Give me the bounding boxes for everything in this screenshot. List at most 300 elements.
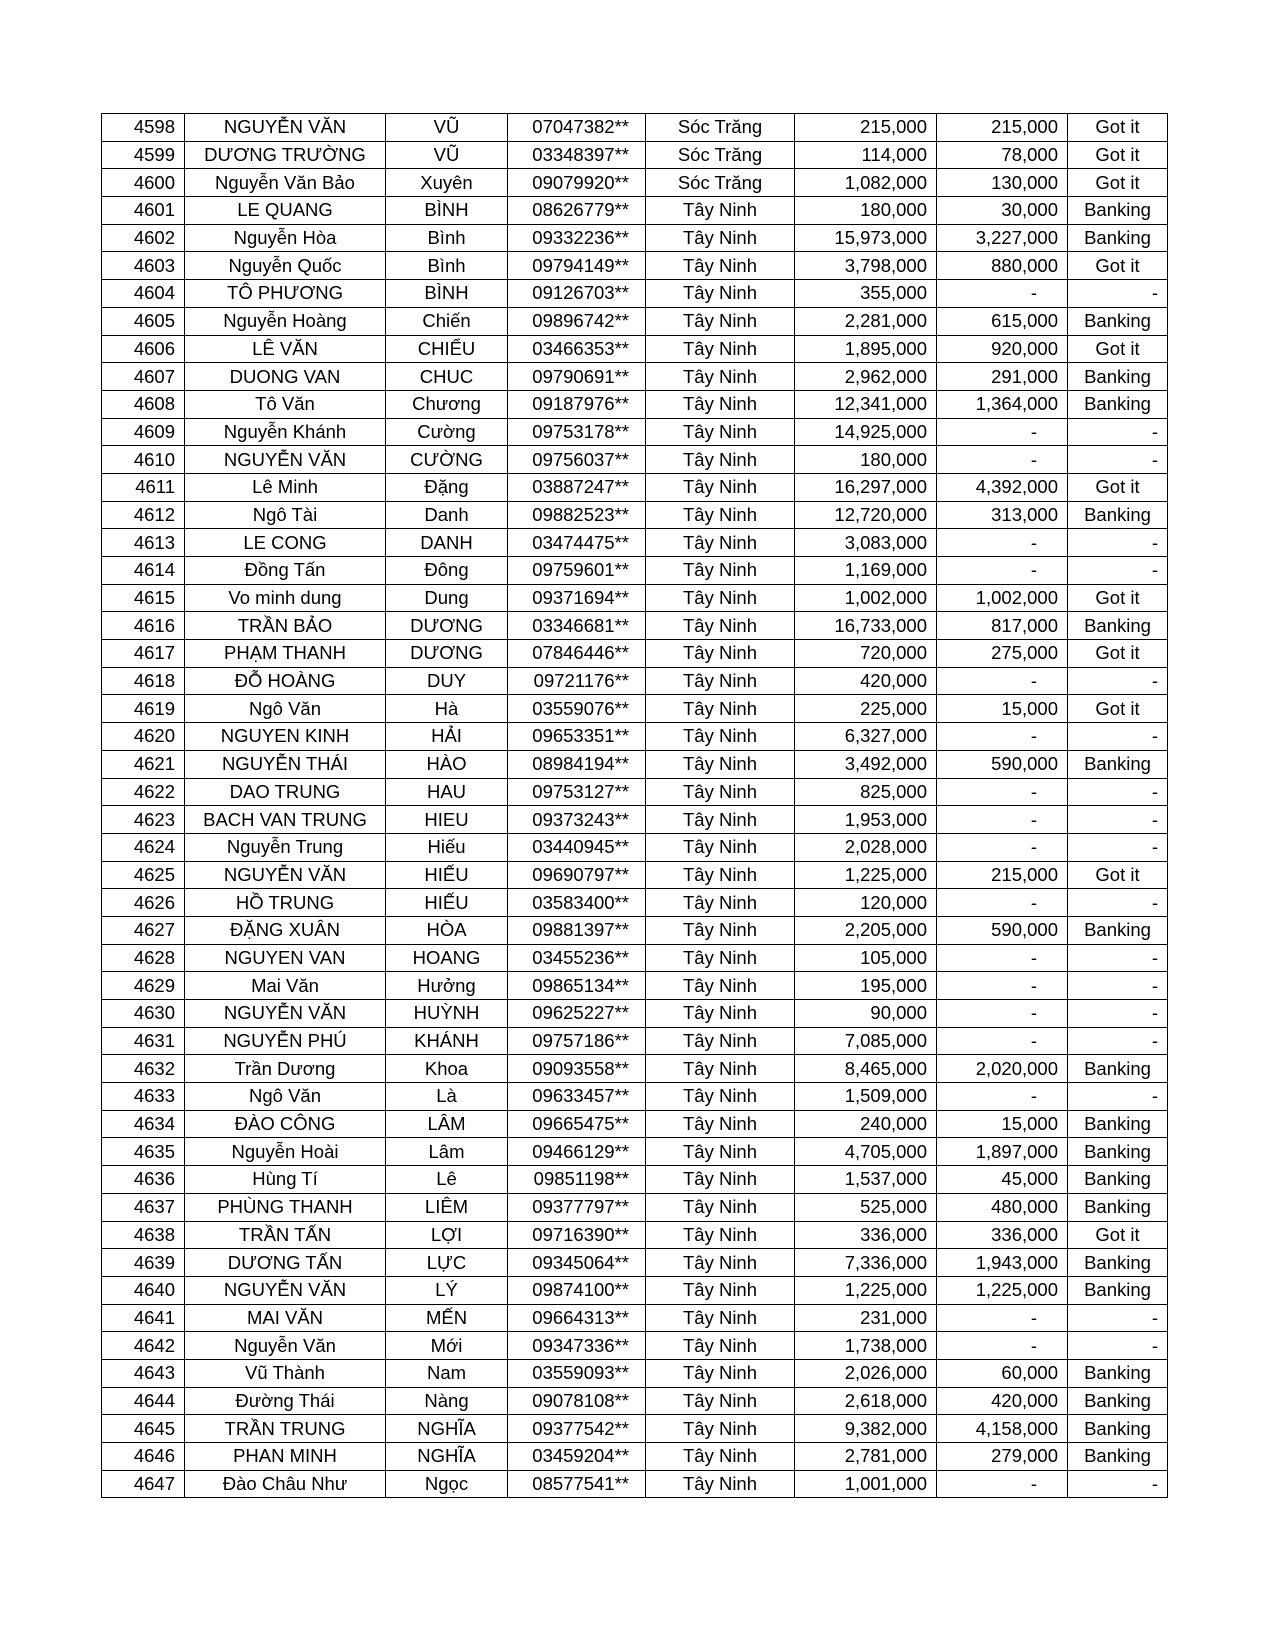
phone-cell: 09332236** (508, 224, 646, 252)
phone-cell: 09345064** (508, 1249, 646, 1277)
method-cell: Banking (1068, 1110, 1168, 1138)
first-name-cell: Là (386, 1083, 508, 1111)
province-cell: Tây Ninh (646, 1359, 795, 1387)
phone-cell: 08626779** (508, 197, 646, 225)
last-name-cell: BACH VAN TRUNG (185, 806, 386, 834)
amount-cell: 12,720,000 (795, 501, 937, 529)
method-cell: - (1068, 972, 1168, 1000)
amount-cell: 120,000 (795, 889, 937, 917)
method-cell: Got it (1068, 473, 1168, 501)
row-number-cell: 4602 (102, 224, 185, 252)
paid-cell: - (937, 833, 1068, 861)
first-name-cell: LÝ (386, 1276, 508, 1304)
province-cell: Tây Ninh (646, 1249, 795, 1277)
amount-cell: 180,000 (795, 446, 937, 474)
amount-cell: 1,225,000 (795, 861, 937, 889)
first-name-cell: Nàng (386, 1387, 508, 1415)
last-name-cell: TRẦN TẤN (185, 1221, 386, 1249)
last-name-cell: NGUYỄN VĂN (185, 861, 386, 889)
last-name-cell: Trần Dương (185, 1055, 386, 1083)
row-number-cell: 4631 (102, 1027, 185, 1055)
amount-cell: 525,000 (795, 1193, 937, 1221)
method-cell: - (1068, 667, 1168, 695)
province-cell: Tây Ninh (646, 833, 795, 861)
row-number-cell: 4640 (102, 1276, 185, 1304)
amount-cell: 195,000 (795, 972, 937, 1000)
table-row (102, 1110, 1168, 1138)
row-number-cell: 4606 (102, 335, 185, 363)
amount-cell: 90,000 (795, 1000, 937, 1028)
phone-cell: 03583400** (508, 889, 646, 917)
row-number-cell: 4638 (102, 1221, 185, 1249)
phone-cell: 09874100** (508, 1276, 646, 1304)
method-cell: Banking (1068, 224, 1168, 252)
row-number-cell: 4603 (102, 252, 185, 280)
phone-cell: 03346681** (508, 612, 646, 640)
paid-cell: 279,000 (937, 1443, 1068, 1471)
paid-cell: 4,392,000 (937, 473, 1068, 501)
row-number-cell: 4601 (102, 197, 185, 225)
row-number-cell: 4632 (102, 1055, 185, 1083)
phone-cell: 03440945** (508, 833, 646, 861)
first-name-cell: LỰC (386, 1249, 508, 1277)
phone-cell: 03459204** (508, 1443, 646, 1471)
phone-cell: 08577541** (508, 1470, 646, 1498)
first-name-cell: Bình (386, 252, 508, 280)
method-cell: - (1068, 944, 1168, 972)
table-row (102, 1304, 1168, 1332)
first-name-cell: Hưởng (386, 972, 508, 1000)
last-name-cell: DUONG VAN (185, 363, 386, 391)
row-number-cell: 4598 (102, 114, 185, 142)
first-name-cell: LIÊM (386, 1193, 508, 1221)
method-cell: Banking (1068, 1276, 1168, 1304)
table-row (102, 1138, 1168, 1166)
method-cell: - (1068, 446, 1168, 474)
table-row (102, 640, 1168, 668)
row-number-cell: 4635 (102, 1138, 185, 1166)
first-name-cell: VŨ (386, 114, 508, 142)
table-row (102, 1027, 1168, 1055)
amount-cell: 1,895,000 (795, 335, 937, 363)
row-number-cell: 4615 (102, 584, 185, 612)
table-row (102, 280, 1168, 308)
province-cell: Tây Ninh (646, 778, 795, 806)
table-row (102, 529, 1168, 557)
method-cell: Got it (1068, 1221, 1168, 1249)
last-name-cell: LÊ VĂN (185, 335, 386, 363)
first-name-cell: Dung (386, 584, 508, 612)
table-row (102, 1415, 1168, 1443)
amount-cell: 16,297,000 (795, 473, 937, 501)
amount-cell: 12,341,000 (795, 390, 937, 418)
paid-cell: 78,000 (937, 141, 1068, 169)
table-row (102, 1083, 1168, 1111)
row-number-cell: 4637 (102, 1193, 185, 1221)
method-cell: Banking (1068, 1193, 1168, 1221)
first-name-cell: Danh (386, 501, 508, 529)
paid-cell: - (937, 723, 1068, 751)
amount-cell: 2,281,000 (795, 307, 937, 335)
last-name-cell: Mai Văn (185, 972, 386, 1000)
table-row (102, 1166, 1168, 1194)
paid-cell: 130,000 (937, 169, 1068, 197)
first-name-cell: BÌNH (386, 197, 508, 225)
last-name-cell: PHAN MINH (185, 1443, 386, 1471)
paid-cell: - (937, 1000, 1068, 1028)
first-name-cell: Chiến (386, 307, 508, 335)
paid-cell: - (937, 1304, 1068, 1332)
table-row (102, 806, 1168, 834)
method-cell: Banking (1068, 1415, 1168, 1443)
province-cell: Tây Ninh (646, 1166, 795, 1194)
phone-cell: 03466353** (508, 335, 646, 363)
method-cell: Banking (1068, 916, 1168, 944)
first-name-cell: VŨ (386, 141, 508, 169)
row-number-cell: 4647 (102, 1470, 185, 1498)
amount-cell: 1,169,000 (795, 557, 937, 585)
row-number-cell: 4643 (102, 1359, 185, 1387)
last-name-cell: HỒ TRUNG (185, 889, 386, 917)
first-name-cell: Đặng (386, 473, 508, 501)
province-cell: Tây Ninh (646, 529, 795, 557)
row-number-cell: 4613 (102, 529, 185, 557)
table-row (102, 1443, 1168, 1471)
last-name-cell: ĐỖ HOÀNG (185, 667, 386, 695)
phone-cell: 09079920** (508, 169, 646, 197)
amount-cell: 355,000 (795, 280, 937, 308)
amount-cell: 1,082,000 (795, 169, 937, 197)
paid-cell: - (937, 806, 1068, 834)
row-number-cell: 4611 (102, 473, 185, 501)
row-number-cell: 4625 (102, 861, 185, 889)
method-cell: Banking (1068, 750, 1168, 778)
row-number-cell: 4600 (102, 169, 185, 197)
paid-cell: 291,000 (937, 363, 1068, 391)
amount-cell: 3,798,000 (795, 252, 937, 280)
phone-cell: 07047382** (508, 114, 646, 142)
province-cell: Tây Ninh (646, 695, 795, 723)
paid-cell: - (937, 889, 1068, 917)
province-cell: Tây Ninh (646, 501, 795, 529)
first-name-cell: Xuyên (386, 169, 508, 197)
method-cell: Banking (1068, 363, 1168, 391)
method-cell: Banking (1068, 197, 1168, 225)
first-name-cell: Khoa (386, 1055, 508, 1083)
method-cell: Banking (1068, 390, 1168, 418)
method-cell: - (1068, 280, 1168, 308)
table-row (102, 1193, 1168, 1221)
paid-cell: 920,000 (937, 335, 1068, 363)
amount-cell: 9,382,000 (795, 1415, 937, 1443)
phone-cell: 09716390** (508, 1221, 646, 1249)
last-name-cell: NGUYỄN VĂN (185, 114, 386, 142)
paid-cell: 880,000 (937, 252, 1068, 280)
phone-cell: 09664313** (508, 1304, 646, 1332)
last-name-cell: TRẦN BẢO (185, 612, 386, 640)
last-name-cell: NGUYỄN VĂN (185, 1276, 386, 1304)
first-name-cell: BÌNH (386, 280, 508, 308)
amount-cell: 8,465,000 (795, 1055, 937, 1083)
data-table (101, 113, 1168, 1498)
paid-cell: - (937, 972, 1068, 1000)
paid-cell: 275,000 (937, 640, 1068, 668)
first-name-cell: Mới (386, 1332, 508, 1360)
table-row (102, 224, 1168, 252)
first-name-cell: KHÁNH (386, 1027, 508, 1055)
table-row (102, 972, 1168, 1000)
paid-cell: 336,000 (937, 1221, 1068, 1249)
method-cell: - (1068, 1332, 1168, 1360)
last-name-cell: DAO TRUNG (185, 778, 386, 806)
last-name-cell: Nguyễn Trung (185, 833, 386, 861)
province-cell: Tây Ninh (646, 335, 795, 363)
phone-cell: 03559076** (508, 695, 646, 723)
first-name-cell: DƯƠNG (386, 612, 508, 640)
method-cell: - (1068, 1027, 1168, 1055)
row-number-cell: 4645 (102, 1415, 185, 1443)
amount-cell: 1,002,000 (795, 584, 937, 612)
last-name-cell: NGUYEN VAN (185, 944, 386, 972)
paid-cell: - (937, 944, 1068, 972)
method-cell: - (1068, 1304, 1168, 1332)
province-cell: Tây Ninh (646, 1055, 795, 1083)
table-row (102, 307, 1168, 335)
last-name-cell: ĐẶNG XUÂN (185, 916, 386, 944)
first-name-cell: LÂM (386, 1110, 508, 1138)
method-cell: Got it (1068, 584, 1168, 612)
phone-cell: 09665475** (508, 1110, 646, 1138)
method-cell: - (1068, 1000, 1168, 1028)
first-name-cell: MẾN (386, 1304, 508, 1332)
phone-cell: 09466129** (508, 1138, 646, 1166)
province-cell: Tây Ninh (646, 1110, 795, 1138)
province-cell: Tây Ninh (646, 806, 795, 834)
first-name-cell: LỢI (386, 1221, 508, 1249)
province-cell: Tây Ninh (646, 612, 795, 640)
paid-cell: 15,000 (937, 695, 1068, 723)
paid-cell: - (937, 1332, 1068, 1360)
phone-cell: 09794149** (508, 252, 646, 280)
first-name-cell: CƯỜNG (386, 446, 508, 474)
paid-cell: - (937, 418, 1068, 446)
last-name-cell: Ngô Văn (185, 695, 386, 723)
amount-cell: 105,000 (795, 944, 937, 972)
paid-cell: 313,000 (937, 501, 1068, 529)
amount-cell: 2,781,000 (795, 1443, 937, 1471)
amount-cell: 14,925,000 (795, 418, 937, 446)
phone-cell: 03559093** (508, 1359, 646, 1387)
paid-cell: 1,225,000 (937, 1276, 1068, 1304)
paid-cell: - (937, 529, 1068, 557)
amount-cell: 114,000 (795, 141, 937, 169)
amount-cell: 240,000 (795, 1110, 937, 1138)
paid-cell: - (937, 667, 1068, 695)
method-cell: Got it (1068, 252, 1168, 280)
phone-cell: 09756037** (508, 446, 646, 474)
row-number-cell: 4612 (102, 501, 185, 529)
first-name-cell: Chương (386, 390, 508, 418)
paid-cell: 15,000 (937, 1110, 1068, 1138)
first-name-cell: Đông (386, 557, 508, 585)
method-cell: - (1068, 529, 1168, 557)
province-cell: Tây Ninh (646, 1443, 795, 1471)
row-number-cell: 4616 (102, 612, 185, 640)
method-cell: Banking (1068, 612, 1168, 640)
row-number-cell: 4599 (102, 141, 185, 169)
method-cell: Banking (1068, 1443, 1168, 1471)
first-name-cell: HAU (386, 778, 508, 806)
phone-cell: 03455236** (508, 944, 646, 972)
method-cell: - (1068, 557, 1168, 585)
phone-cell: 09078108** (508, 1387, 646, 1415)
amount-cell: 215,000 (795, 114, 937, 142)
method-cell: Got it (1068, 169, 1168, 197)
last-name-cell: Đào Châu Như (185, 1470, 386, 1498)
paid-cell: - (937, 1470, 1068, 1498)
amount-cell: 6,327,000 (795, 723, 937, 751)
method-cell: - (1068, 418, 1168, 446)
method-cell: Got it (1068, 640, 1168, 668)
table-row (102, 252, 1168, 280)
first-name-cell: HÒA (386, 916, 508, 944)
table-row (102, 390, 1168, 418)
last-name-cell: ĐÀO CÔNG (185, 1110, 386, 1138)
phone-cell: 07846446** (508, 640, 646, 668)
paid-cell: - (937, 1083, 1068, 1111)
province-cell: Tây Ninh (646, 972, 795, 1000)
amount-cell: 1,001,000 (795, 1470, 937, 1498)
last-name-cell: Nguyễn Hoàng (185, 307, 386, 335)
last-name-cell: Vũ Thành (185, 1359, 386, 1387)
last-name-cell: MAI VĂN (185, 1304, 386, 1332)
table-row (102, 141, 1168, 169)
first-name-cell: DANH (386, 529, 508, 557)
first-name-cell: Hà (386, 695, 508, 723)
amount-cell: 1,225,000 (795, 1276, 937, 1304)
row-number-cell: 4633 (102, 1083, 185, 1111)
last-name-cell: PHÙNG THANH (185, 1193, 386, 1221)
paid-cell: - (937, 446, 1068, 474)
row-number-cell: 4623 (102, 806, 185, 834)
province-cell: Tây Ninh (646, 280, 795, 308)
table-row (102, 944, 1168, 972)
province-cell: Tây Ninh (646, 224, 795, 252)
last-name-cell: Nguyễn Hoài (185, 1138, 386, 1166)
phone-cell: 09625227** (508, 1000, 646, 1028)
method-cell: - (1068, 778, 1168, 806)
last-name-cell: LE CONG (185, 529, 386, 557)
amount-cell: 7,336,000 (795, 1249, 937, 1277)
method-cell: Banking (1068, 1138, 1168, 1166)
phone-cell: 09653351** (508, 723, 646, 751)
table-row (102, 1470, 1168, 1498)
table-row (102, 723, 1168, 751)
row-number-cell: 4629 (102, 972, 185, 1000)
last-name-cell: Nguyễn Văn (185, 1332, 386, 1360)
amount-cell: 1,953,000 (795, 806, 937, 834)
first-name-cell: HUỲNH (386, 1000, 508, 1028)
last-name-cell: DƯƠNG TẤN (185, 1249, 386, 1277)
table-row (102, 1221, 1168, 1249)
row-number-cell: 4636 (102, 1166, 185, 1194)
first-name-cell: Ngọc (386, 1470, 508, 1498)
row-number-cell: 4609 (102, 418, 185, 446)
phone-cell: 09690797** (508, 861, 646, 889)
first-name-cell: DƯƠNG (386, 640, 508, 668)
paid-cell: 30,000 (937, 197, 1068, 225)
last-name-cell: Nguyễn Quốc (185, 252, 386, 280)
first-name-cell: Bình (386, 224, 508, 252)
paid-cell: 480,000 (937, 1193, 1068, 1221)
paid-cell: 615,000 (937, 307, 1068, 335)
table-row (102, 889, 1168, 917)
phone-cell: 09851198** (508, 1166, 646, 1194)
table-row (102, 916, 1168, 944)
table-row (102, 501, 1168, 529)
method-cell: Banking (1068, 1387, 1168, 1415)
row-number-cell: 4608 (102, 390, 185, 418)
row-number-cell: 4622 (102, 778, 185, 806)
table-row (102, 446, 1168, 474)
method-cell: Got it (1068, 861, 1168, 889)
phone-cell: 09093558** (508, 1055, 646, 1083)
amount-cell: 420,000 (795, 667, 937, 695)
amount-cell: 1,537,000 (795, 1166, 937, 1194)
method-cell: - (1068, 1470, 1168, 1498)
amount-cell: 16,733,000 (795, 612, 937, 640)
phone-cell: 09371694** (508, 584, 646, 612)
phone-cell: 08984194** (508, 750, 646, 778)
province-cell: Tây Ninh (646, 197, 795, 225)
row-number-cell: 4621 (102, 750, 185, 778)
phone-cell: 09753178** (508, 418, 646, 446)
province-cell: Tây Ninh (646, 750, 795, 778)
method-cell: Banking (1068, 501, 1168, 529)
table-row (102, 418, 1168, 446)
province-cell: Tây Ninh (646, 252, 795, 280)
last-name-cell: Tô Văn (185, 390, 386, 418)
last-name-cell: NGUYỄN PHÚ (185, 1027, 386, 1055)
first-name-cell: CHIỂU (386, 335, 508, 363)
first-name-cell: Hiếu (386, 833, 508, 861)
last-name-cell: Đồng Tấn (185, 557, 386, 585)
row-number-cell: 4628 (102, 944, 185, 972)
table-row (102, 612, 1168, 640)
first-name-cell: Lâm (386, 1138, 508, 1166)
row-number-cell: 4641 (102, 1304, 185, 1332)
last-name-cell: NGUYỄN VĂN (185, 1000, 386, 1028)
province-cell: Tây Ninh (646, 944, 795, 972)
phone-cell: 09377797** (508, 1193, 646, 1221)
province-cell: Tây Ninh (646, 861, 795, 889)
amount-cell: 2,028,000 (795, 833, 937, 861)
method-cell: - (1068, 833, 1168, 861)
paid-cell: 1,897,000 (937, 1138, 1068, 1166)
last-name-cell: NGUYỄN THÁI (185, 750, 386, 778)
first-name-cell: CHUC (386, 363, 508, 391)
phone-cell: 03474475** (508, 529, 646, 557)
province-cell: Tây Ninh (646, 1470, 795, 1498)
paid-cell: 215,000 (937, 861, 1068, 889)
method-cell: Banking (1068, 1166, 1168, 1194)
table-row (102, 833, 1168, 861)
province-cell: Tây Ninh (646, 390, 795, 418)
paid-cell: 215,000 (937, 114, 1068, 142)
paid-cell: 1,364,000 (937, 390, 1068, 418)
paid-cell: 1,943,000 (937, 1249, 1068, 1277)
phone-cell: 09881397** (508, 916, 646, 944)
